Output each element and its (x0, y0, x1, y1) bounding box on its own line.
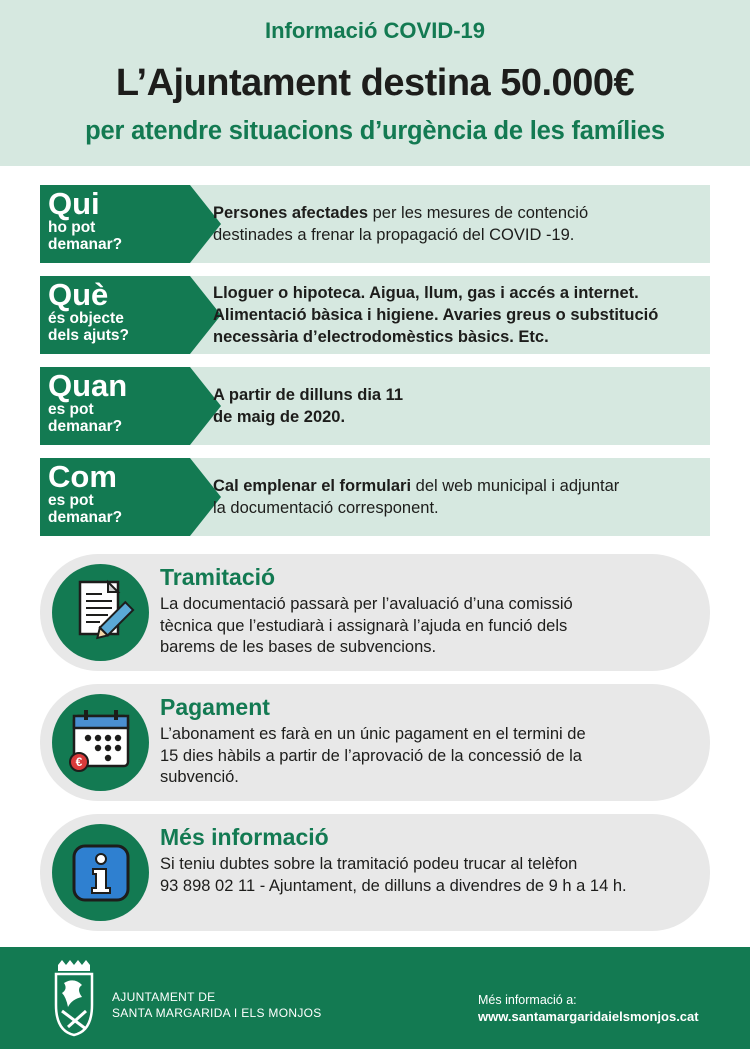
info-icon (52, 824, 149, 921)
question-answer: A partir de dilluns dia 11 de maig de 2020. (213, 386, 404, 426)
question-how (40, 458, 710, 536)
card-icon-circle (52, 824, 149, 921)
info-card-more-info (40, 814, 710, 931)
card-text: L’abonament es farà en un únic pagament en el termini de 15 dies hàbils a partir de l’aprovació de la concessió de la subvenció. (160, 725, 586, 786)
calendar-euro-icon (52, 694, 149, 791)
header-kicker: Informació COVID-19 (264, 18, 486, 43)
website-link[interactable]: www.santamargaridaielsmonjos.cat (478, 1009, 699, 1024)
card-icon-circle (52, 694, 149, 791)
card-text: Si teniu dubtes sobre la tramitació podeu trucar al telèfon 93 898 02 11 - Ajuntament, de dilluns a divendres de 9 h a 14 h. (160, 855, 627, 895)
question-when (40, 367, 710, 445)
card-title: Més informació (160, 824, 329, 850)
more-info-label: Més informació a: (478, 993, 577, 1007)
question-keyword: Qui (48, 186, 100, 221)
question-answer: Cal emplenar el formulari del web municipal i adjuntar la documentació corresponent. (213, 477, 620, 517)
question-rest: es pot demanar? (48, 492, 123, 526)
question-rest: és objecte dels ajuts? (48, 310, 129, 344)
question-answer: Persones afectades per les mesures de contenció destinades a frenar la propagació del COVID -19. (213, 204, 589, 244)
organization-name: AJUNTAMENT DE SANTA MARGARIDA I ELS MONJOS (112, 990, 322, 1020)
footer (0, 947, 750, 1049)
svg-text:€: € (75, 755, 83, 769)
question-answer: Lloguer o hipoteca. Aigua, llum, gas i accés a internet. Alimentació bàsica i higiene. Avaries greus o substitució necessària d’electrodomèstics bàsics. Etc. (213, 284, 659, 346)
question-what (40, 276, 710, 354)
card-text: La documentació passarà per l’avaluació d’una comissió tècnica que l’estudiarà i assignarà l’ajuda en funció dels barems de les bases de subvencions. (160, 595, 573, 656)
header-banner (0, 0, 750, 166)
card-title: Pagament (160, 694, 270, 720)
card-icon-circle (52, 564, 149, 661)
question-keyword: Què (48, 277, 109, 312)
question-rest: es pot demanar? (48, 401, 123, 435)
question-keyword: Com (48, 459, 117, 494)
page-subtitle: per atendre situacions d’urgència de les famílies (85, 117, 665, 145)
info-card-processing (40, 554, 710, 671)
page-title: L’Ajuntament destina 50.000€ (115, 62, 635, 104)
info-card-payment (40, 684, 710, 801)
municipal-coat-of-arms-icon (52, 959, 96, 1037)
card-title: Tramitació (160, 564, 276, 590)
document-pen-icon (52, 564, 149, 661)
question-rest: ho pot demanar? (48, 219, 123, 253)
question-who (40, 185, 710, 263)
question-keyword: Quan (48, 368, 128, 403)
